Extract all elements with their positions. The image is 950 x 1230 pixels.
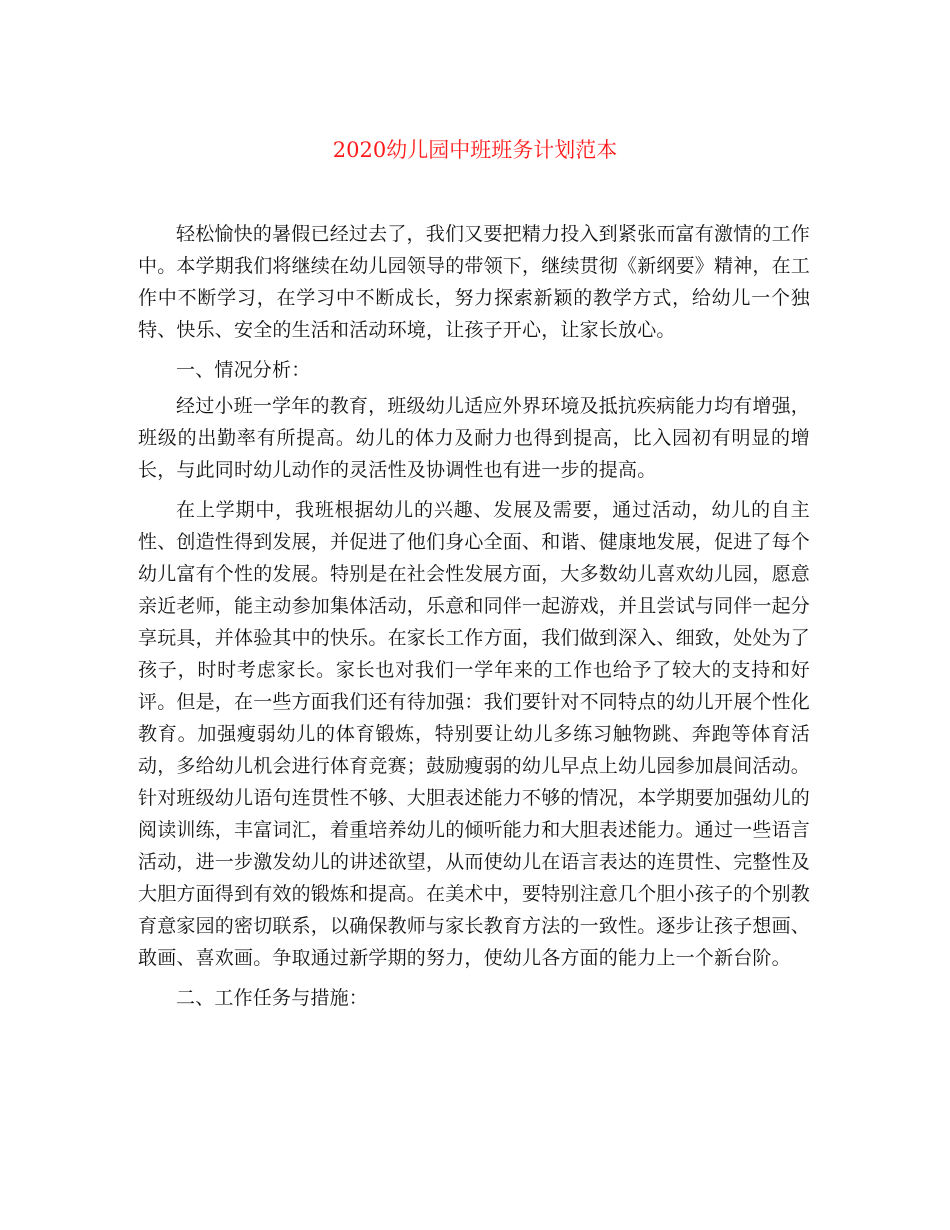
section-heading-tasks-measures: 二、工作任务与措施： [176,987,369,1009]
document-body [138,218,810,1014]
section-heading-situation-analysis: 一、情况分析： [176,359,311,381]
intro-paragraph: 轻松愉快的暑假已经过去了，我们又要把精力投入到紧张而富有激情的工作中。本学期我们将继续在幼儿园领导的带领下，继续贯彻《新纲要》精神，在工作中不断学习，在学习中不断成长，努力探索新颖的教学方式，给幼儿一个独特、快乐、安全的生活和活动环境，让孩子开心，让家长放心。 [138,223,811,341]
situation-paragraph-1: 经过小班一学年的教育，班级幼儿适应外界环境及抵抗疾病能力均有增强，班级的出勤率有所提高。幼儿的体力及耐力也得到提高，比入园初有明显的增长，与此同时幼儿动作的灵活性及协调性也有进一步的提高。 [138,395,810,481]
situation-paragraph-2: 在上学期中，我班根据幼儿的兴趣、发展及需要，通过活动，幼儿的自主性、创造性得到发展，并促进了他们身心全面、和谐、健康地发展，促进了每个幼儿富有个性的发展。特别是在社会性发展方面，大多数幼儿喜欢幼儿园，愿意亲近老师，能主动参加集体活动，乐意和同伴一起游戏，并且尝试与同伴一起分享玩具，并体验其中的快乐。在家长工作方面，我们做到深入、细致，处处为了孩子，时时考虑家长。家长也对我们一学年来的工作也给予了较大的支持和好评。但是，在一些方面我们还有待加强：我们要针对不同特点的幼儿开展个性化教育。加强瘦弱幼儿的体育锻炼，特别要让幼儿多练习触物跳、奔跑等体育活动，多给幼儿机会进行体育竞赛；鼓励瘦弱的幼儿早点上幼儿园参加晨间活动。针对班级幼儿语句连贯性不够、大胆表述能力不够的情况，本学期要加强幼儿的阅读训练，丰富词汇，着重培养幼儿的倾听能力和大胆表述能力。通过一些语言活动，进一步激发幼儿的讲述欲望，从而使幼儿在语言表达的连贯性、完整性及大胆方面得到有效的锻炼和提高。在美术中，要特别注意几个胆小孩子的个别教育意家园的密切联系，以确保教师与家长教育方法的一致性。逐步让孩子想画、敢画、喜欢画。争取通过新学期的努力，使幼儿各方面的能力上一个新台阶。 [138,499,811,969]
document-title: 2020幼儿园中班班务计划范本 [332,138,618,162]
